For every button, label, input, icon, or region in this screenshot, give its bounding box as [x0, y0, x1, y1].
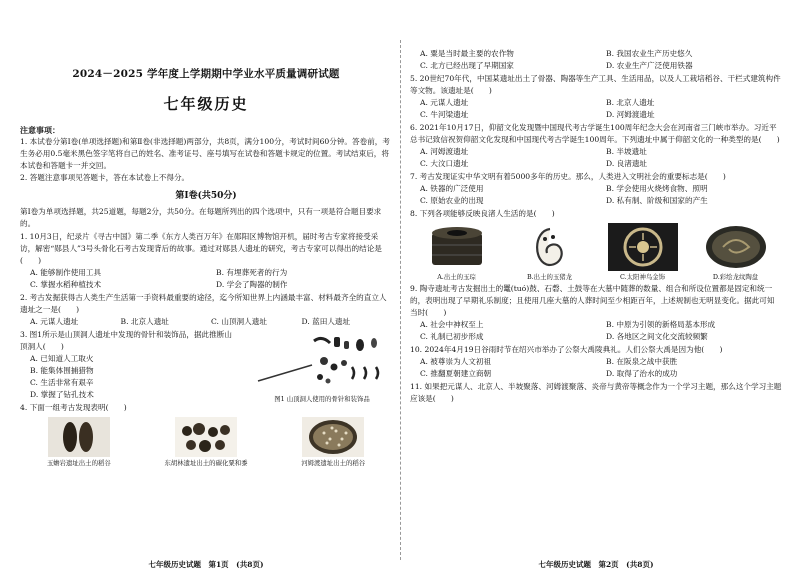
question-5-stem: 5. 20世纪70年代，中国某遗址出土了骨器、陶器等生产工具、生活用品，以及人工栽培稻谷、干栏式建筑构件等文物。该遗址是( ) [410, 74, 781, 95]
option: C. 推翻夏朝建立商朝 [420, 369, 492, 378]
option: A. 已知道人工取火 [30, 354, 94, 363]
option: C. 掌握水稻种植技术 [30, 280, 102, 289]
option: C. 礼制已初步形成 [420, 332, 484, 341]
option: B. 北京人遗址 [120, 317, 169, 326]
question-10-options [410, 356, 782, 380]
image-caption: D.彩绘龙纹陶盘 [712, 273, 759, 281]
option: C. 大汶口遗址 [420, 159, 469, 168]
option: C. 山顶洞人遗址 [211, 317, 267, 326]
page-2 [410, 0, 782, 579]
image-caption: 东胡林遗址出土的碳化粟和黍 [164, 459, 248, 467]
page-divider [400, 40, 401, 560]
option: D. 取得了治水的成功 [606, 369, 678, 378]
option: A. 元谋人遗址 [420, 98, 469, 107]
option: A. 河姆渡遗址 [420, 147, 469, 156]
question-8-stem: 8. 下列各项能够反映良渚人生活的是( ) [410, 209, 555, 218]
option: A. 铁器的广泛使用 [420, 184, 484, 193]
question-8-images [410, 223, 782, 282]
jade-cong-image [422, 223, 492, 271]
notice-1: 1. 本试卷分第Ⅰ卷(单项选择题)和第Ⅱ卷(非选择题)两部分，共8页，满分100分，考试时间60分钟。答卷前，考生务必用0.5毫米黑色签字笔将自己的姓名、准考证号、座号填写在试卷和答题卡规定的位置。考试结束后，将本试卷和答题卡一并交回。 [20, 137, 390, 170]
exam-title: 2024－2025 学年度上学期期中学业水平质量调研试题 [72, 68, 340, 80]
question-6-stem: 6. 2021年10月17日，仰韶文化发现暨中国现代考古学诞生100周年纪念大会在河南省三门峡市举办。习近平总书记致信祝贺仰韶文化发现和中国现代考古学诞生100周年。下列遗址中属于仰韶文化的一种类型的是( ) [410, 123, 780, 144]
figure-1-caption: 图1 山顶洞人使用的骨针和装饰品 [274, 395, 370, 403]
question-3 [20, 329, 392, 401]
option: D. 良渚遗址 [606, 159, 648, 168]
option: B. 能集体围捕猎物 [30, 366, 94, 375]
sun-bird-gold-image [608, 223, 678, 271]
option: D. 河姆渡遗址 [606, 110, 655, 119]
question-6-options [410, 146, 782, 170]
option: B. 北京人遗址 [606, 98, 655, 107]
image-caption: 玉蟾岩遗址出土的稻谷 [46, 459, 111, 467]
option: C. 原始农业的出现 [420, 196, 484, 205]
notice-heading: 注意事项： [20, 125, 60, 135]
figure-1 [252, 331, 392, 404]
option: B. 有埋葬死者的行为 [216, 268, 288, 277]
option: A. 能够制作使用工具 [30, 268, 102, 277]
bone-needle-ornaments-image [252, 331, 392, 389]
option: B. 学会使用火烧烤食物、照明 [606, 184, 708, 193]
subject-title: 七年级历史 [163, 95, 249, 113]
page-1 [20, 0, 392, 579]
notice-2: 2. 答题注意事项见答题卡，答在本试卷上不得分。 [20, 173, 190, 182]
question-5-options [410, 97, 782, 121]
question-7-options [410, 183, 782, 207]
option: A. 社会中神权至上 [420, 320, 484, 329]
image-caption: 河姆渡遗址出土的稻谷 [301, 459, 366, 467]
jade-cong-photo [422, 223, 492, 282]
millet-image [175, 417, 237, 457]
jade-pig-dragon-photo [515, 223, 585, 282]
painted-pottery-plate-image [701, 223, 771, 271]
rice-grain-image [48, 417, 110, 457]
question-9-options [410, 319, 782, 343]
option: D. 掌握了钻孔技术 [30, 390, 94, 399]
question-2-options [20, 316, 392, 328]
question-3-stem: 3. 图1所示是山顶洞人遗址中发现的骨针和装饰品，据此推断山顶洞人( ) [20, 330, 232, 351]
image-caption: B.出土的玉猪龙 [526, 273, 573, 281]
sun-bird-gold-photo [608, 223, 678, 282]
question-1-options [20, 267, 392, 291]
image-caption: A.出土的玉琮 [437, 273, 476, 281]
option: A. 被尊崇为人文初祖 [420, 357, 492, 366]
question-2-stem: 2. 考古发掘获得古人类生产生活第一手资料最重要的途径，迄今所知世界上内涵最丰富、材料最齐全的直立人遗址之一是( ) [20, 293, 387, 314]
hemudu-rice-photo [301, 417, 365, 468]
option: D. 农业生产广泛使用铁器 [606, 61, 693, 70]
millet-photo [164, 417, 247, 468]
page-footer: 七年级历史试题 第2页 (共8页) [538, 560, 654, 569]
question-1-stem: 1. 10月3日，纪录片《寻古中国》第二季《东方人类百万年》在郧阳区博物馆开机，届时考古专家将接受采访，解密“郧县人”3号头骨化石考古发现背后的故事。通过对郧县人遗址的研究，考古专家可以得出的结论是( ) [20, 232, 382, 265]
image-caption: C.太阳神鸟金饰 [619, 273, 666, 281]
option: C. 牛河梁遗址 [420, 110, 469, 119]
option: B. 在阪泉之战中获胜 [606, 357, 678, 366]
question-4-images [20, 417, 392, 468]
section-intro: 第Ⅰ卷为单项选择题，共25道题，每题2分，共50分。在每题所列出的四个选项中，只有一项是符合题目要求的。 [20, 207, 382, 228]
option: C. 生活非常有艰辛 [30, 378, 94, 387]
question-10-stem: 10. 2024年4月19日谷雨时节在绍兴市举办了公祭大禹陵典礼。人们公祭大禹是因为他( ) [410, 345, 723, 354]
question-4-stem: 4. 下面一组考古发现表明( ) [20, 403, 127, 412]
option: B. 半坡遗址 [606, 147, 647, 156]
question-7-stem: 7. 考古发现证实中华文明有着5000多年的历史。那么，人类进入文明社会的重要标志是( ) [410, 172, 726, 181]
option: C. 北方已经出现了早期国家 [420, 61, 514, 70]
hemudu-rice-image [302, 417, 364, 457]
section-title: 第Ⅰ卷(共50分) [175, 191, 237, 201]
option: D. 蓝田人遗址 [301, 317, 351, 326]
option: D. 各地区之间文化交流较频繁 [606, 332, 708, 341]
jade-pig-dragon-image [515, 223, 585, 271]
question-11-stem: 11. 如果把元谋人、北京人、半坡聚落、河姆渡聚落、炎帝与黄帝等概念作为一个学习主题，那么这个学习主题应该是( ) [410, 382, 782, 403]
option: B. 中原为引领的新格局基本形成 [606, 320, 716, 329]
painted-pottery-plate-photo [701, 223, 771, 282]
option: D. 学会了陶器的制作 [216, 280, 288, 289]
rice-grain-photo [47, 417, 111, 468]
page-footer: 七年级历史试题 第1页 (共8页) [148, 560, 264, 569]
option: D. 私有制、阶级和国家的产生 [606, 196, 708, 205]
option: A. 粟是当时最主要的农作物 [420, 49, 514, 58]
question-9-stem: 9. 陶寺遗址考古发掘出土的鼍(tuó)鼓、石磬、土鼓等在大墓中随葬的数量、组合和所设位置都是固定和统一的，表明出现了早期礼乐制度；且使用几座大墓的人葬时间至少相距百年，上述规制也无明显变化。据此可知当时( ) [410, 284, 775, 317]
question-4-options [410, 48, 782, 72]
option: B. 我国农业生产历史悠久 [606, 49, 693, 58]
option: A. 元谋人遗址 [30, 317, 79, 326]
